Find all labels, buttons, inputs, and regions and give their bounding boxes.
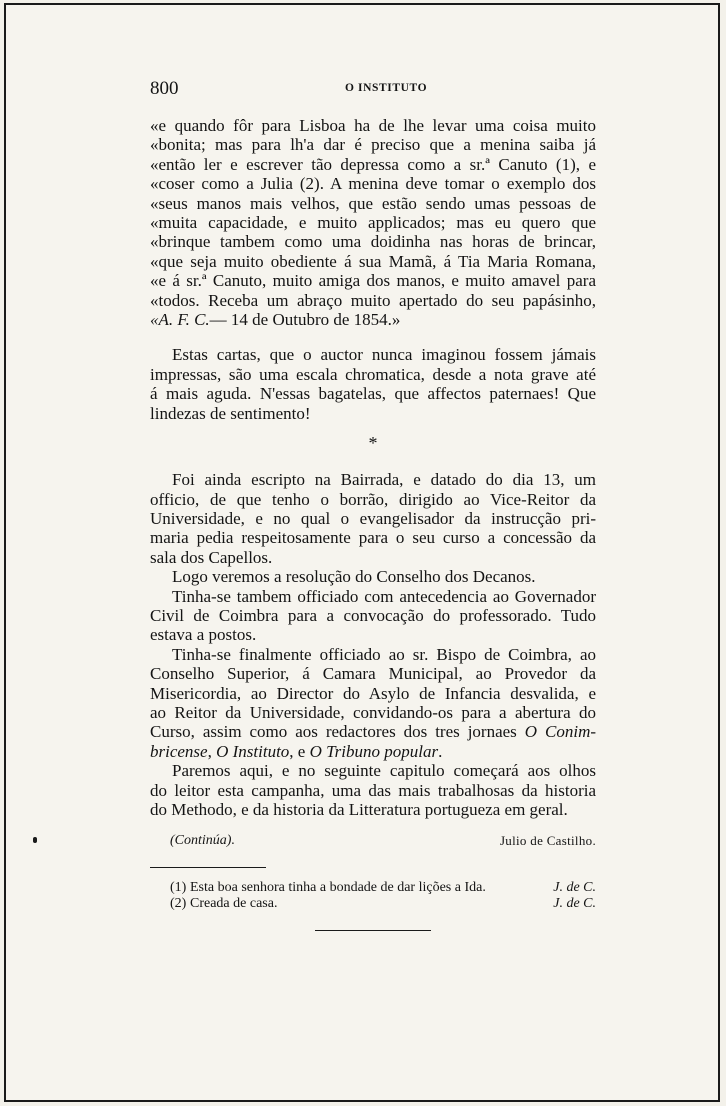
paragraph-line: Misericordia, ao Director do Asylo de Infancia desvalida, e [150, 683, 596, 703]
paragraph-line: impressas, são uma escala chromatica, desde a nota grave até [150, 364, 596, 384]
paragraph-line: Estas cartas, que o auctor nunca imaginou fossem jámais [172, 345, 596, 365]
paragraph-line: Universidade, e no qual o evangelisador da instrucção pri- [150, 508, 596, 528]
journal-title: O Instituto [216, 741, 290, 761]
paragraph-line: Tinha-se tambem officiado com antecedencia ao Governador [172, 586, 596, 606]
page-number: 800 [150, 78, 179, 99]
footnote-text: Esta boa senhora tinha a bondade de dar lições a Ida. [190, 880, 486, 896]
signoff-initials: «A. F. C. [150, 310, 210, 330]
journal-title: O Tribuno popular [309, 741, 439, 761]
paragraph-line: Conselho Superior, á Camara Municipal, ao Provedor da [150, 664, 596, 684]
document-page [150, 78, 596, 931]
paragraph-line: Logo veremos a resolução do Conselho dos Decanos. [172, 567, 536, 587]
end-rule [315, 930, 431, 931]
footnote-number: (2) [170, 896, 187, 912]
footnote-number: (1) [170, 880, 187, 896]
quote-line: «todos. Receba um abraço muito apertado do seu papásinho, [150, 290, 596, 310]
margin-ink-mark [33, 837, 37, 843]
quote-line: «seus manos mais velhos, que estão sendo umas pessoas de [150, 193, 596, 213]
footnote-rule [150, 867, 266, 868]
journal-title: O Conim- [524, 722, 597, 742]
separator-text: . [438, 741, 443, 761]
quote-line: «muita capacidade, e muito applicados; mas eu quero que [150, 213, 596, 233]
separator-text: , [207, 741, 212, 761]
quote-line: «que seja muito obediente á sua Mamã, á Tia Maria Romana, [150, 251, 596, 271]
paragraph-line: Tinha-se finalmente officiado ao sr. Bispo de Coimbra, ao [172, 644, 596, 664]
quote-line: «coser como a Julia (2). A menina deve tomar o exemplo dos [150, 174, 596, 194]
signoff-date: — 14 de Outubro de 1854.» [209, 310, 401, 330]
footnotes [150, 880, 596, 912]
quote-line: «e quando fôr para Lisboa ha de lhe levar uma coisa muito [150, 116, 596, 135]
paragraph-line: estava a postos. [150, 625, 257, 645]
paragraph-line: sala dos Capellos. [150, 547, 273, 567]
continua-note: (Continúa). [170, 833, 235, 849]
running-title: O INSTITUTO [345, 82, 428, 94]
footnote-signature: J. de C. [553, 896, 596, 912]
paragraph-text: Curso, assim como aos redactores dos tres jornaes [150, 722, 517, 742]
paragraph-line: officio, de que tenho o borrão, dirigido ao Vice-Reitor da [150, 489, 596, 509]
footnote [170, 896, 596, 912]
quote-signoff [150, 310, 596, 329]
footnote-text: Creada de casa. [190, 896, 278, 912]
quote-line: «brinque tambem como uma doidinha nas horas de brincar, [150, 232, 596, 252]
section-separator: * [368, 433, 378, 454]
footnote [170, 880, 596, 896]
paragraph-line: do leitor esta campanha, uma das mais trabalhosas da historia [150, 780, 596, 800]
paragraph-line: ao Reitor da Universidade, convidando-os para a abertura do [150, 702, 596, 722]
letter-quote [150, 116, 596, 329]
paragraph-line: lindezas de sentimento! [150, 403, 311, 423]
paragraph-line-with-italic [150, 722, 596, 741]
paragraph-line: á mais aguda. N'essas bagatelas, que affectos paternaes! Que [150, 384, 596, 404]
footnote-signature: J. de C. [553, 880, 596, 896]
quote-line: «então ler e escrever tão depressa como a sr.ª Canuto (1), e [150, 154, 596, 174]
paragraph-line: Civil de Coimbra para a convocação do professorado. Tudo [150, 605, 596, 625]
paragraph-line-with-italic [150, 742, 596, 761]
page-header [150, 78, 596, 102]
paragraph-cartas [150, 345, 596, 423]
journal-title: bricense [150, 741, 208, 761]
separator-text: , e [289, 741, 306, 761]
paragraph-line: Foi ainda escripto na Bairrada, e datado do dia 13, um [172, 470, 596, 490]
quote-line: «bonita; mas para lh'a dar é preciso que a menina saiba já [150, 135, 596, 155]
paragraph-line: do Methodo, e da historia da Litteratura portugueza em geral. [150, 800, 568, 819]
signature-block [150, 831, 596, 853]
paragraph-line: maria pedia respeitosamente para o seu curso a concessão da [150, 528, 596, 548]
quote-line: «e á sr.ª Canuto, muito amiga dos manos, e muito amavel para [150, 271, 596, 291]
paragraph-line: Paremos aqui, e no seguinte capitulo começará aos olhos [172, 761, 596, 781]
paragraph-officio [150, 470, 596, 819]
author-name: Julio de Castilho. [499, 833, 596, 849]
